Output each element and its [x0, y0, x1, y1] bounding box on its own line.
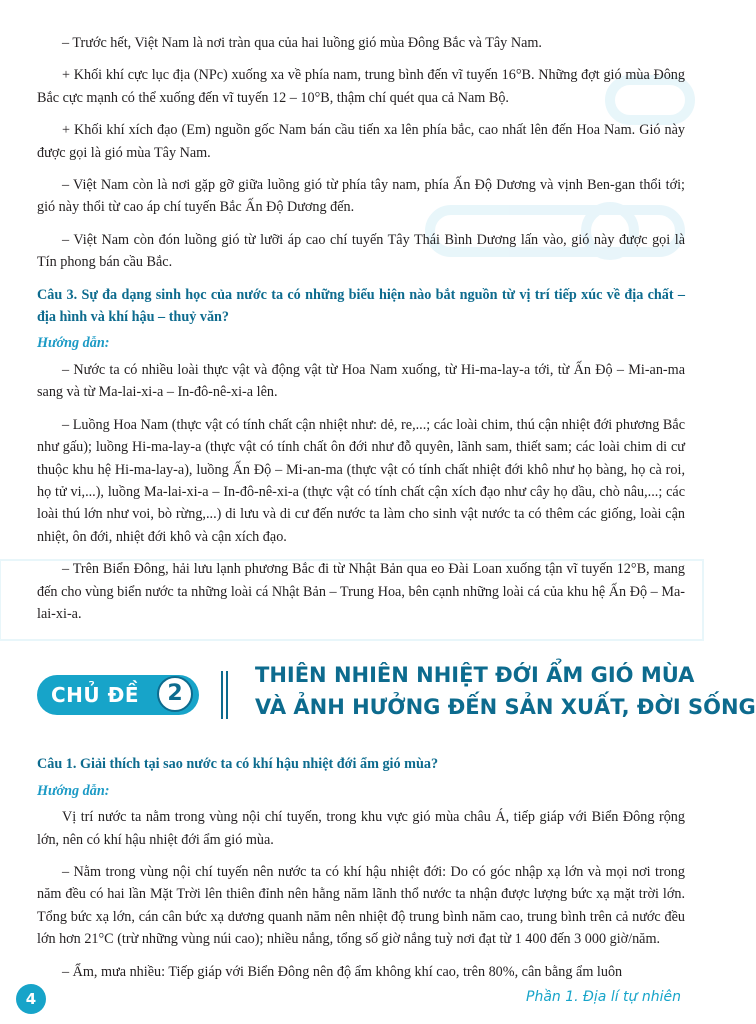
topic-number: 2 — [157, 676, 193, 712]
section-label: Phần 1. Địa lí tự nhiên — [526, 989, 681, 1005]
paragraph: – Trên Biển Đông, hải lưu lạnh phương Bắc đi từ Nhật Bản qua eo Đài Loan xuống tận vĩ tuyến 12°B, mang đến cho vùng biển nước ta những loài cá Nhật Bản – Trung Hoa, bên cạnh những loài cá của khu hệ Ấn Độ – Ma-lai-xi-a. — [37, 561, 685, 622]
paragraph: + Khối khí cực lục địa (NPc) xuống xa về phía nam, trung bình đến vĩ tuyến 16°B. Những đợt gió mùa Đông Bắc cực mạnh có thể xuống đến vĩ tuyến 12 – 10°B, thậm chí quét qua cả Nam Bộ. — [37, 67, 685, 106]
topic-title-line2: VÀ ẢNH HƯỞNG ĐẾN SẢN XUẤT, ĐỜI SỐNG — [255, 695, 756, 720]
question-heading: Câu 3. Sự đa dạng sinh học của nước ta có những biểu hiện nào bắt nguồn từ vị trí tiếp xúc về địa chất – địa hình và khí hậu – thuỷ văn? — [37, 286, 685, 326]
paragraph: – Việt Nam còn đón luồng gió từ lưỡi áp cao chí tuyến Tây Thái Bình Dương lấn vào, gió này được gọi là Tín phong bán cầu Bắc. — [37, 231, 685, 271]
topic-banner — [37, 651, 756, 739]
divider — [221, 671, 223, 719]
paragraph: + Khối khí xích đạo (Em) nguồn gốc Nam bán cầu tiến xa lên phía bắc, cao nhất lên đến Hoa Nam. Gió này được gọi là gió mùa Tây Nam. — [37, 122, 685, 161]
guide-label: Hướng dẫn: — [37, 782, 110, 799]
topic-title-line1: THIÊN NHIÊN NHIỆT ĐỚI ẨM GIÓ MÙA — [255, 663, 695, 688]
paragraph: – Nằm trong vùng nội chí tuyến nên nước ta có khí hậu nhiệt đới: Do có góc nhập xạ lớn và mọi nơi trong năm đều có hai lần Mặt Trời lên thiên đỉnh nên hằng năm lãnh thổ nước ta nhận được lượng bức xạ mặt trời lớn. Tổng bức xạ lớn, cán cân bức xạ dương quanh năm nên nhiệt độ trung bình năm cao, trung bình trên cả nước đều lớn hơn 21°C (trừ những vùng núi cao); nhiều nắng, tổng số giờ nắng tuỳ nơi đạt từ 1 400 đến 3 000 giờ/năm. — [37, 863, 685, 948]
divider — [226, 671, 228, 719]
paragraph: – Việt Nam còn là nơi gặp gỡ giữa luồng gió từ phía tây nam, phía Ấn Độ Dương và vịnh Ben-gan thổi tới; gió này thổi từ cao áp chí tuyến Bắc Ấn Độ Dương đến. — [37, 177, 685, 216]
guide-label: Hướng dẫn: — [37, 335, 110, 352]
paragraph: Vị trí nước ta nằm trong vùng nội chí tuyến, trong khu vực gió mùa châu Á, tiếp giáp với Biển Đông rộng lớn, nên có khí hậu nhiệt đới ẩm gió mùa. — [37, 809, 685, 848]
page-footer — [0, 984, 703, 1024]
paragraph: – Luồng Hoa Nam (thực vật có tính chất cận nhiệt như: dẻ, re,...; các loài chim, thú cận nhiệt đới phương Bắc như gấu); luồng Hi-ma-lay-a (thực vật có tính chất ôn đới như đỗ quyên, lãnh sam, thiết sam; các loài chim di cư thuộc khu hệ Hi-ma-lay-a), luồng Ấn Độ – Mi-an-ma (thực vật có tính chất nhiệt đới khô như họ bàng, họ cà roi, họ tử vi,...), luồng Ma-lai-xi-a – In-đô-nê-xi-a (thực vật có tính chất cận xích đạo như cây họ dầu, chò nâu,...; các loài thú lớn như voi, bò rừng,...) di lưu và di cư đến nước ta làm cho sinh vật nước ta có thêm các giống, loài cận nhiệt, ôn đới, nhiệt đới khô và cận xích đạo. — [37, 416, 685, 545]
paragraph: – Ẩm, mưa nhiều: Tiếp giáp với Biển Đông nên độ ẩm không khí cao, trên 80%, cân bằng ẩm luôn — [62, 963, 623, 980]
topic-label: CHỦ ĐỀ — [51, 683, 140, 708]
page-content — [37, 32, 756, 993]
question-heading: Câu 1. Giải thích tại sao nước ta có khí hậu nhiệt đới ẩm gió mùa? — [37, 756, 439, 773]
paragraph: – Nước ta có nhiều loài thực vật và động vật từ Hoa Nam xuống, từ Hi-ma-lay-a tới, từ Ấn Độ – Mi-an-ma sang và từ Ma-lai-xi-a – In-đô-nê-xi-a lên. — [37, 361, 685, 401]
paragraph: – Trước hết, Việt Nam là nơi tràn qua của hai luồng gió mùa Đông Bắc và Tây Nam. — [62, 35, 542, 51]
page-number: 4 — [16, 984, 46, 1014]
topic-badge — [37, 675, 199, 715]
